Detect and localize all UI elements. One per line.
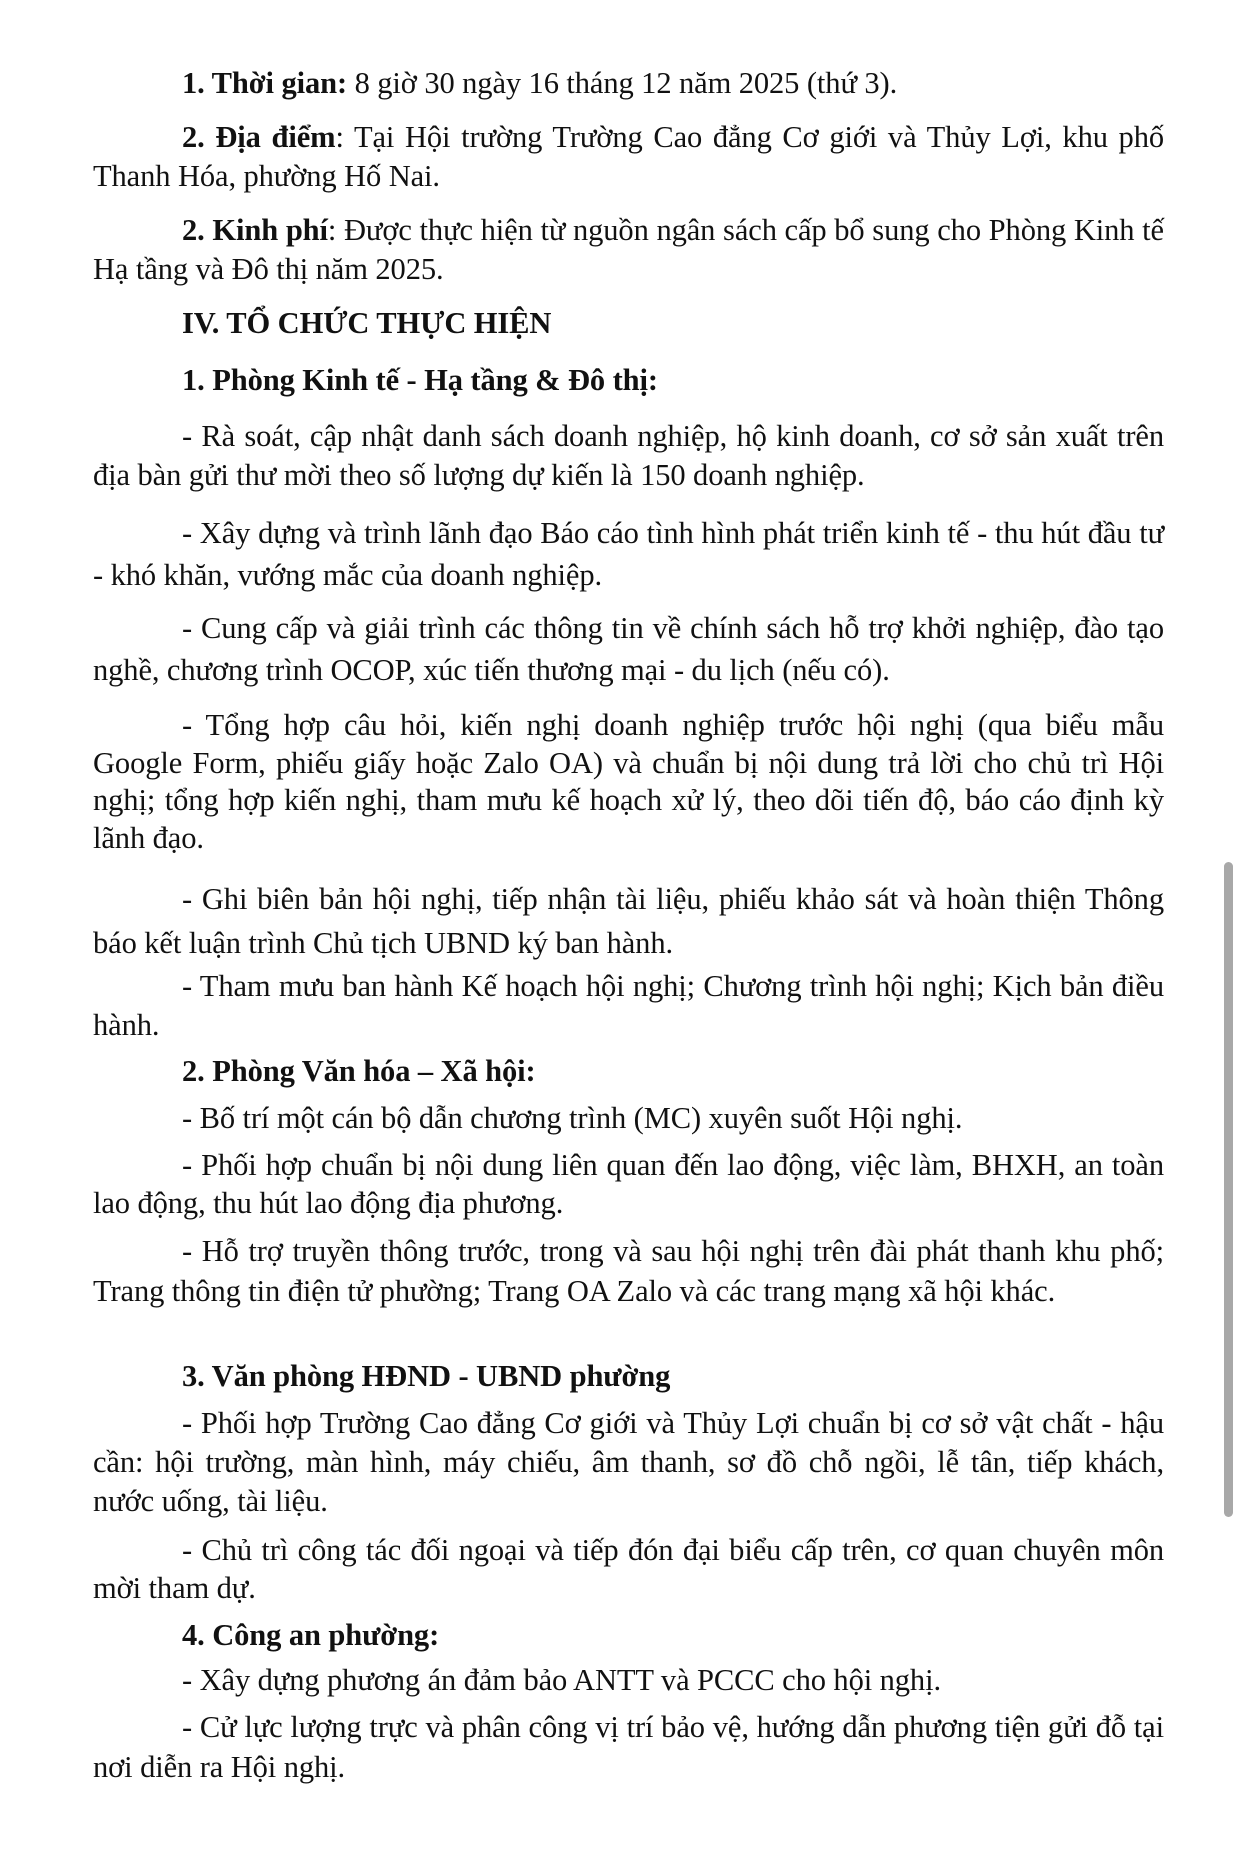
section-heading: IV. TỔ CHỨC THỰC HIỆN bbox=[182, 306, 552, 340]
task-item: - Xây dựng và trình lãnh đạo Báo cáo tình hình phát triển kinh tế - thu hút đầu tư - khó khăn, vướng mắc của doanh nghiệp. bbox=[93, 516, 1164, 592]
task-item: - Tham mưu ban hành Kế hoạch hội nghị; Chương trình hội nghị; Kịch bản điều hành. bbox=[93, 969, 1164, 1042]
unit-heading: 1. Phòng Kinh tế - Hạ tầng & Đô thị: bbox=[182, 363, 658, 397]
task-item: - Ghi biên bản hội nghị, tiếp nhận tài liệu, phiếu khảo sát và hoàn thiện Thông báo kết luận trình Chủ tịch UBND ký ban hành. bbox=[93, 882, 1164, 960]
task-item: - Rà soát, cập nhật danh sách doanh nghiệp, hộ kinh doanh, cơ sở sản xuất trên địa bàn gửi thư mời theo số lượng dự kiến là 150 doanh nghiệp. bbox=[93, 419, 1164, 492]
intro-time-label: 1. Thời gian: bbox=[182, 66, 348, 100]
intro-time-text: 8 giờ 30 ngày 16 tháng 12 năm 2025 (thứ 3). bbox=[347, 66, 898, 100]
intro-location-text: : Tại Hội trường Trường Cao đẳng Cơ giới và Thủy Lợi, khu phố Thanh Hóa, phường Hố Nai. bbox=[93, 120, 1164, 193]
intro-time bbox=[93, 64, 1164, 103]
task-item: - Cung cấp và giải trình các thông tin về chính sách hỗ trợ khởi nghiệp, đào tạo nghề, chương trình OCOP, xúc tiến thương mại - du lịch (nếu có). bbox=[93, 611, 1164, 687]
intro-budget bbox=[93, 211, 1164, 289]
task-item: - Xây dựng phương án đảm bảo ANTT và PCCC cho hội nghị. bbox=[182, 1663, 941, 1697]
intro-location-label: 2. Địa điểm bbox=[182, 120, 336, 154]
unit-heading: 3. Văn phòng HĐND - UBND phường bbox=[182, 1359, 671, 1393]
task-item: - Phối hợp Trường Cao đẳng Cơ giới và Thủy Lợi chuẩn bị cơ sở vật chất - hậu cần: hội trường, màn hình, máy chiếu, âm thanh, sơ đồ chỗ ngồi, lễ tân, tiếp khách, nước uống, tài liệu. bbox=[93, 1406, 1164, 1518]
intro-budget-label: 2. Kinh phí bbox=[182, 213, 328, 247]
task-item: - Chủ trì công tác đối ngoại và tiếp đón đại biểu cấp trên, cơ quan chuyên môn mời tham dự. bbox=[93, 1533, 1164, 1605]
task-item: - Phối hợp chuẩn bị nội dung liên quan đến lao động, việc làm, BHXH, an toàn lao động, thu hút lao động địa phương. bbox=[93, 1148, 1164, 1220]
task-item: - Bố trí một cán bộ dẫn chương trình (MC) xuyên suốt Hội nghị. bbox=[182, 1101, 963, 1135]
intro-location bbox=[93, 118, 1164, 196]
unit-heading: 4. Công an phường: bbox=[182, 1618, 440, 1652]
vertical-scrollbar-thumb[interactable] bbox=[1224, 862, 1233, 1517]
task-item: - Cử lực lượng trực và phân công vị trí bảo vệ, hướng dẫn phương tiện gửi đỗ tại nơi diễn ra Hội nghị. bbox=[93, 1710, 1164, 1784]
intro-budget-text: : Được thực hiện từ nguồn ngân sách cấp bổ sung cho Phòng Kinh tế Hạ tầng và Đô thị năm 2025. bbox=[93, 213, 1164, 286]
unit-heading: 2. Phòng Văn hóa – Xã hội: bbox=[182, 1054, 536, 1088]
task-item: - Hỗ trợ truyền thông trước, trong và sau hội nghị trên đài phát thanh khu phố; Trang thông tin điện tử phường; Trang OA Zalo và các trang mạng xã hội khác. bbox=[93, 1234, 1164, 1308]
task-item: - Tổng hợp câu hỏi, kiến nghị doanh nghiệp trước hội nghị (qua biểu mẫu Google Form, phiếu giấy hoặc Zalo OA) và chuẩn bị nội dung trả lời cho chủ trì Hội nghị; tổng hợp kiến nghị, tham mưu kế hoạch xử lý, theo dõi tiến độ, báo cáo định kỳ lãnh đạo. bbox=[93, 708, 1164, 855]
